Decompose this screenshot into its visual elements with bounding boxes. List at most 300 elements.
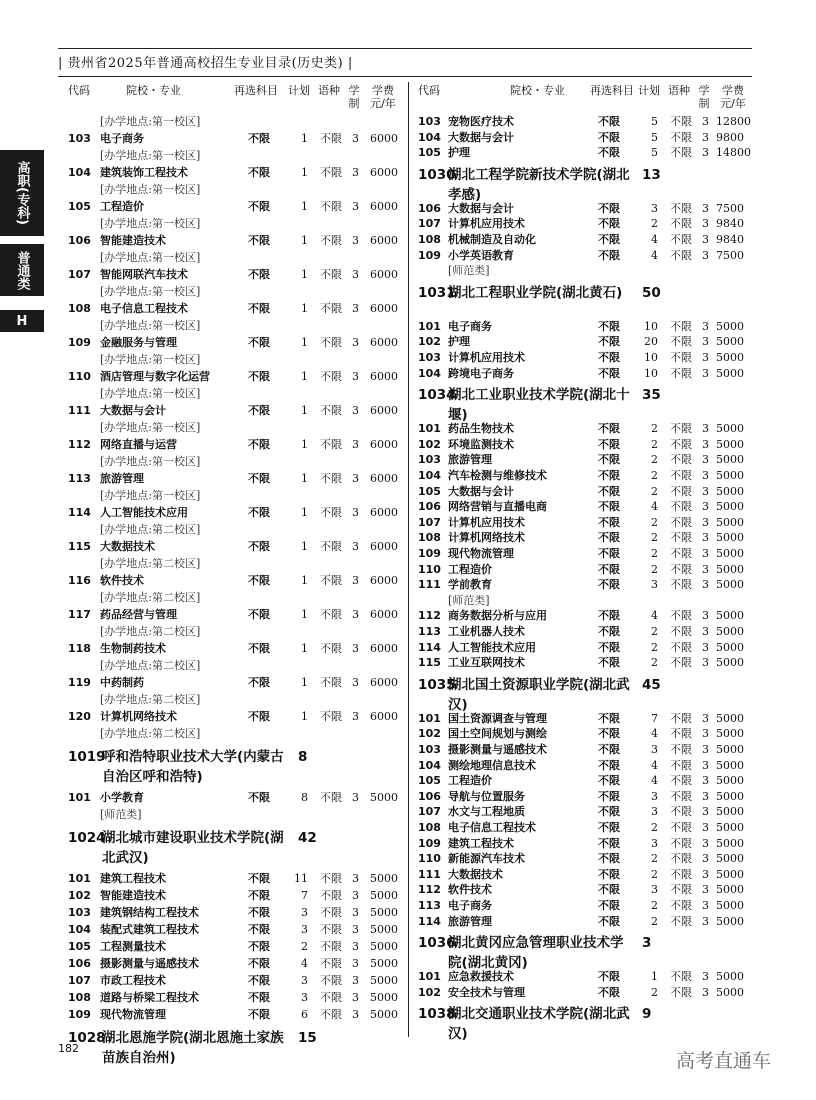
plan-count: 3: [301, 923, 308, 936]
tuition-fee: 7500: [716, 201, 744, 215]
school-name: 湖北恩施学院(湖北恩施土家族苗族自治州): [102, 1030, 284, 1066]
table-row: [418, 608, 748, 624]
subject-req: 不限: [598, 805, 620, 819]
major-code: 118: [68, 642, 91, 655]
years: 3: [702, 970, 709, 984]
years: 3: [352, 472, 359, 485]
language: 不限: [320, 923, 342, 936]
major-name: 应急救援技术: [448, 970, 514, 984]
plan-count: 1: [301, 540, 308, 553]
tuition-fee: 5000: [716, 821, 744, 834]
note-text: [办学地点:第一校区]: [100, 319, 201, 332]
note-row: [68, 522, 398, 538]
tuition-fee: 5000: [370, 957, 398, 970]
school-code: 1028: [68, 1030, 106, 1046]
school-plan: 45: [642, 676, 661, 693]
years: 3: [702, 422, 709, 436]
plan-count: 2: [651, 547, 658, 560]
subject-req: 不限: [598, 547, 620, 560]
school-plan: 9: [642, 1006, 652, 1023]
language: 不限: [670, 484, 692, 498]
plan-count: 3: [651, 201, 658, 215]
major-name: 汽车检测与维修技术: [448, 469, 547, 482]
major-code: 107: [418, 805, 441, 819]
language: 不限: [320, 991, 342, 1004]
note-row: [68, 250, 398, 266]
major-code: 102: [418, 437, 441, 451]
col-school: 院校・专业: [126, 84, 181, 97]
tuition-fee: 6000: [370, 336, 398, 349]
language: 不限: [670, 335, 692, 349]
tuition-fee: 5000: [716, 335, 744, 349]
major-code: 108: [68, 302, 91, 315]
note-row: [68, 216, 398, 232]
note-text: [办学地点:第二校区]: [100, 557, 201, 570]
tuition-fee: 5000: [716, 453, 744, 467]
tuition-fee: 5000: [370, 923, 398, 936]
language: 不限: [320, 540, 342, 553]
language: 不限: [670, 899, 692, 912]
major-code: 104: [418, 469, 441, 482]
tuition-fee: 6000: [370, 540, 398, 553]
plan-count: 1: [301, 506, 308, 519]
major-code: 109: [68, 336, 91, 349]
major-code: 107: [418, 515, 441, 529]
note-row: [68, 352, 398, 368]
years: 3: [702, 217, 709, 231]
language: 不限: [670, 248, 692, 262]
tuition-fee: 5000: [716, 805, 744, 819]
major-code: 103: [68, 906, 91, 919]
language: 不限: [320, 791, 342, 804]
plan-count: 10: [644, 319, 658, 333]
plan-count: 3: [651, 883, 658, 897]
language: 不限: [670, 609, 692, 623]
tuition-fee: 5000: [716, 640, 744, 654]
language: 不限: [670, 821, 692, 834]
plan-count: 4: [301, 957, 308, 970]
plan-count: 1: [301, 268, 308, 281]
major-name: 安全技术与管理: [448, 985, 525, 999]
years: 3: [702, 115, 709, 128]
school-plan: 3: [642, 935, 652, 952]
major-code: 110: [418, 852, 441, 866]
table-row: [68, 573, 398, 589]
major-code: 101: [418, 319, 441, 333]
language: 不限: [320, 676, 342, 689]
table-row: [418, 319, 748, 335]
tuition-fee: 12800: [716, 115, 751, 128]
major-name: 电子商务: [448, 319, 492, 333]
years: 3: [702, 656, 709, 670]
years: 3: [702, 437, 709, 451]
tuition-fee: 6000: [370, 574, 398, 587]
major-code: 103: [68, 132, 91, 145]
col-fee: 学费元/年: [370, 84, 396, 110]
table-row: [418, 804, 748, 820]
language: 不限: [670, 217, 692, 231]
years: 3: [702, 351, 709, 364]
years: 3: [352, 872, 359, 885]
table-row: [418, 232, 748, 248]
subject-req: 不限: [598, 867, 620, 881]
table-row: [418, 546, 748, 562]
language: 不限: [320, 642, 342, 655]
major-code: 104: [418, 366, 441, 380]
major-code: 110: [418, 562, 441, 576]
major-name: 护理: [448, 335, 470, 349]
major-name: 中药制药: [100, 676, 144, 689]
plan-count: 10: [644, 351, 658, 364]
table-row: [68, 1007, 398, 1023]
language: 不限: [670, 774, 692, 788]
years: 3: [702, 789, 709, 803]
plan-count: 20: [644, 335, 658, 349]
subject-req: 不限: [598, 789, 620, 803]
subject-req: 不限: [248, 370, 270, 383]
plan-count: 2: [651, 217, 658, 231]
major-code: 113: [418, 625, 441, 638]
tuition-fee: 5000: [370, 872, 398, 885]
tuition-fee: 5000: [370, 974, 398, 987]
note-text: [办学地点:第一校区]: [100, 489, 201, 502]
subject-req: 不限: [248, 166, 270, 179]
tuition-fee: 6000: [370, 132, 398, 145]
subject-req: 不限: [598, 836, 620, 850]
subject-req: 不限: [598, 130, 620, 144]
tuition-fee: 6000: [370, 710, 398, 723]
language: 不限: [670, 531, 692, 545]
subject-req: 不限: [598, 758, 620, 772]
years: 3: [702, 146, 709, 160]
note-row: [68, 556, 398, 572]
major-name: 现代物流管理: [100, 1008, 166, 1021]
subject-req: 不限: [598, 640, 620, 654]
school-code: 1035: [418, 676, 456, 693]
tuition-fee: 6000: [370, 370, 398, 383]
language: 不限: [670, 914, 692, 928]
major-name: 国土资源调查与管理: [448, 711, 547, 725]
years: 3: [352, 574, 359, 587]
plan-count: 2: [651, 656, 658, 670]
years: 3: [702, 640, 709, 654]
years: 3: [352, 234, 359, 247]
major-name: 软件技术: [100, 574, 144, 587]
years: 3: [352, 676, 359, 689]
note-text: [办学地点:第一校区]: [100, 387, 201, 400]
major-code: 104: [68, 166, 91, 179]
major-code: 105: [68, 940, 91, 953]
years: 3: [702, 805, 709, 819]
major-code: 106: [418, 201, 441, 215]
note-text: [办学地点:第一校区]: [100, 353, 201, 366]
major-code: 113: [418, 899, 441, 912]
table-row: [68, 437, 398, 453]
note-row: [68, 182, 398, 198]
table-row: [418, 789, 748, 805]
major-code: 102: [68, 889, 91, 902]
years: 3: [702, 562, 709, 576]
major-name: 水文与工程地质: [448, 805, 525, 819]
note-text: [办学地点:第一校区]: [100, 115, 201, 128]
school-plan: 15: [298, 1030, 317, 1046]
major-code: 112: [418, 883, 441, 897]
table-row: [418, 468, 748, 484]
major-name: 工程造价: [448, 562, 492, 576]
years: 3: [702, 335, 709, 349]
language: 不限: [320, 132, 342, 145]
years: 3: [352, 642, 359, 655]
language: 不限: [320, 438, 342, 451]
major-code: 109: [418, 248, 441, 262]
subject-req: 不限: [598, 711, 620, 725]
subject-req: 不限: [598, 453, 620, 467]
major-code: 101: [418, 422, 441, 436]
major-code: 114: [68, 506, 91, 519]
subject-req: 不限: [598, 248, 620, 262]
language: 不限: [320, 957, 342, 970]
subject-req: 不限: [598, 609, 620, 623]
tuition-fee: 5000: [370, 991, 398, 1004]
major-name: 工程造价: [448, 774, 492, 788]
language: 不限: [320, 234, 342, 247]
major-name: 大数据技术: [448, 867, 503, 881]
major-code: 101: [418, 970, 441, 984]
major-name: 生物制药技术: [100, 642, 166, 655]
language: 不限: [670, 640, 692, 654]
tuition-fee: 6000: [370, 438, 398, 451]
subject-req: 不限: [248, 991, 270, 1004]
tuition-fee: 6000: [370, 200, 398, 213]
table-row: [418, 201, 748, 217]
language: 不限: [670, 743, 692, 756]
note-row: [418, 263, 748, 279]
tuition-fee: 5000: [716, 852, 744, 866]
subject-req: 不限: [598, 531, 620, 545]
table-row: [418, 216, 748, 232]
subject-req: 不限: [598, 562, 620, 576]
school-code: 1038: [418, 1006, 456, 1023]
school-name: 湖北国土资源职业学院(湖北武汉): [448, 676, 630, 713]
table-row: [418, 499, 748, 515]
major-code: 108: [68, 991, 91, 1004]
language: 不限: [670, 500, 692, 514]
note-text: [办学地点:第二校区]: [100, 625, 201, 638]
major-name: 市政工程技术: [100, 974, 166, 987]
major-name: 药品生物技术: [448, 422, 514, 436]
tuition-fee: 5000: [716, 578, 744, 592]
language: 不限: [320, 370, 342, 383]
major-name: 旅游管理: [448, 914, 492, 928]
school-name: 湖北黄冈应急管理职业技术学院(湖北黄冈): [448, 935, 624, 972]
major-code: 108: [418, 531, 441, 545]
language: 不限: [670, 453, 692, 467]
plan-count: 3: [651, 836, 658, 850]
tuition-fee: 5000: [716, 531, 744, 545]
language: 不限: [670, 130, 692, 144]
table-row: [418, 851, 748, 867]
subject-req: 不限: [598, 625, 620, 638]
subject-req: 不限: [248, 200, 270, 213]
major-code: 112: [68, 438, 91, 451]
note-row: [68, 488, 398, 504]
subject-req: 不限: [598, 351, 620, 364]
note-text: [办学地点:第一校区]: [100, 149, 201, 162]
plan-count: 3: [651, 789, 658, 803]
tuition-fee: 5000: [716, 319, 744, 333]
subject-req: 不限: [598, 233, 620, 246]
years: 3: [352, 906, 359, 919]
major-name: 小学英语教育: [448, 248, 514, 262]
subject-req: 不限: [598, 774, 620, 788]
years: 3: [702, 500, 709, 514]
major-name: 网络直播与运营: [100, 438, 177, 451]
years: 3: [702, 914, 709, 928]
school-name: 呼和浩特职业技术大学(内蒙古自治区呼和浩特): [102, 749, 284, 785]
years: 3: [352, 710, 359, 723]
school-name: 湖北工业职业技术学院(湖北十堰): [448, 387, 630, 424]
plan-count: 2: [651, 469, 658, 482]
school-plan: 13: [642, 166, 661, 183]
language: 不限: [670, 985, 692, 999]
subject-req: 不限: [248, 872, 270, 885]
plan-count: 4: [651, 758, 658, 772]
table-row: [418, 334, 748, 350]
table-row: [68, 199, 398, 215]
language: 不限: [670, 711, 692, 725]
plan-count: 1: [301, 642, 308, 655]
subject-req: 不限: [598, 217, 620, 231]
table-row: [68, 790, 398, 806]
language: 不限: [320, 268, 342, 281]
plan-count: 1: [301, 302, 308, 315]
subject-req: 不限: [598, 899, 620, 912]
major-code: 120: [68, 710, 91, 723]
major-code: 109: [418, 547, 441, 560]
tuition-fee: 9840: [716, 217, 744, 231]
tab-general: 普通类: [0, 244, 44, 296]
subject-req: 不限: [248, 940, 270, 953]
language: 不限: [670, 656, 692, 670]
tuition-fee: 6000: [370, 404, 398, 417]
column-header-left: [68, 82, 398, 112]
language: 不限: [670, 115, 692, 128]
plan-count: 1: [301, 574, 308, 587]
table-row: [418, 130, 748, 146]
table-row: [418, 515, 748, 531]
major-code: 110: [68, 370, 91, 383]
major-name: 建筑工程技术: [100, 872, 166, 885]
tuition-fee: 5000: [716, 727, 744, 741]
tuition-fee: 6000: [370, 472, 398, 485]
watermark: 高考直通车: [676, 1050, 772, 1072]
major-code: 105: [418, 484, 441, 498]
table-row: [68, 641, 398, 657]
tuition-fee: 6000: [370, 302, 398, 315]
language: 不限: [320, 974, 342, 987]
plan-count: 1: [301, 132, 308, 145]
years: 3: [702, 711, 709, 725]
subject-req: 不限: [248, 268, 270, 281]
major-name: 智能建造技术: [100, 234, 166, 247]
plan-count: 3: [301, 991, 308, 1004]
tuition-fee: 6000: [370, 234, 398, 247]
language: 不限: [670, 422, 692, 436]
plan-count: 1: [651, 970, 658, 984]
major-name: 护理: [448, 146, 470, 160]
subject-req: 不限: [598, 422, 620, 436]
tuition-fee: 5000: [716, 609, 744, 623]
tuition-fee: 5000: [716, 914, 744, 928]
plan-count: 2: [651, 867, 658, 881]
major-name: 建筑钢结构工程技术: [100, 906, 199, 919]
years: 3: [702, 609, 709, 623]
table-row: [418, 624, 748, 640]
table-row: [68, 675, 398, 691]
plan-count: 7: [651, 711, 658, 725]
note-text: [办学地点:第一校区]: [100, 285, 201, 298]
major-name: 药品经营与管理: [100, 608, 177, 621]
language: 不限: [670, 437, 692, 451]
language: 不限: [320, 940, 342, 953]
major-code: 117: [68, 608, 91, 621]
years: 3: [702, 319, 709, 333]
subject-req: 不限: [248, 336, 270, 349]
major-name: 工程造价: [100, 200, 144, 213]
tuition-fee: 6000: [370, 506, 398, 519]
major-code: 113: [68, 472, 91, 485]
col-years: 学制: [698, 84, 710, 110]
subject-req: 不限: [248, 676, 270, 689]
table-row: [418, 726, 748, 742]
tab-letter: H: [0, 310, 44, 332]
years: 3: [702, 883, 709, 897]
years: 3: [702, 547, 709, 560]
major-name: 大数据技术: [100, 540, 155, 553]
table-row: [418, 114, 751, 130]
plan-count: 2: [651, 914, 658, 928]
table-row: [68, 539, 398, 555]
school-plan: 8: [298, 749, 308, 765]
major-code: 119: [68, 676, 91, 689]
table-row: [68, 973, 398, 989]
language: 不限: [670, 867, 692, 881]
years: 3: [702, 727, 709, 741]
major-code: 115: [68, 540, 91, 553]
plan-count: 2: [301, 940, 308, 953]
years: 3: [702, 985, 709, 999]
note-row: [68, 658, 398, 674]
subject-req: 不限: [248, 608, 270, 621]
major-name: 机械制造及自动化: [448, 233, 536, 246]
language: 不限: [670, 351, 692, 364]
tuition-fee: 5000: [370, 940, 398, 953]
table-row: [418, 421, 748, 437]
tuition-fee: 5000: [716, 484, 744, 498]
plan-count: 1: [301, 336, 308, 349]
language: 不限: [320, 404, 342, 417]
col-code: 代码: [418, 84, 440, 97]
major-name: 大数据与会计: [448, 201, 514, 215]
years: 3: [702, 130, 709, 144]
years: 3: [702, 743, 709, 756]
years: 3: [702, 515, 709, 529]
years: 3: [352, 132, 359, 145]
table-row: [68, 165, 398, 181]
subject-req: 不限: [598, 656, 620, 670]
school-header: [68, 1028, 398, 1078]
subject-req: 不限: [248, 642, 270, 655]
